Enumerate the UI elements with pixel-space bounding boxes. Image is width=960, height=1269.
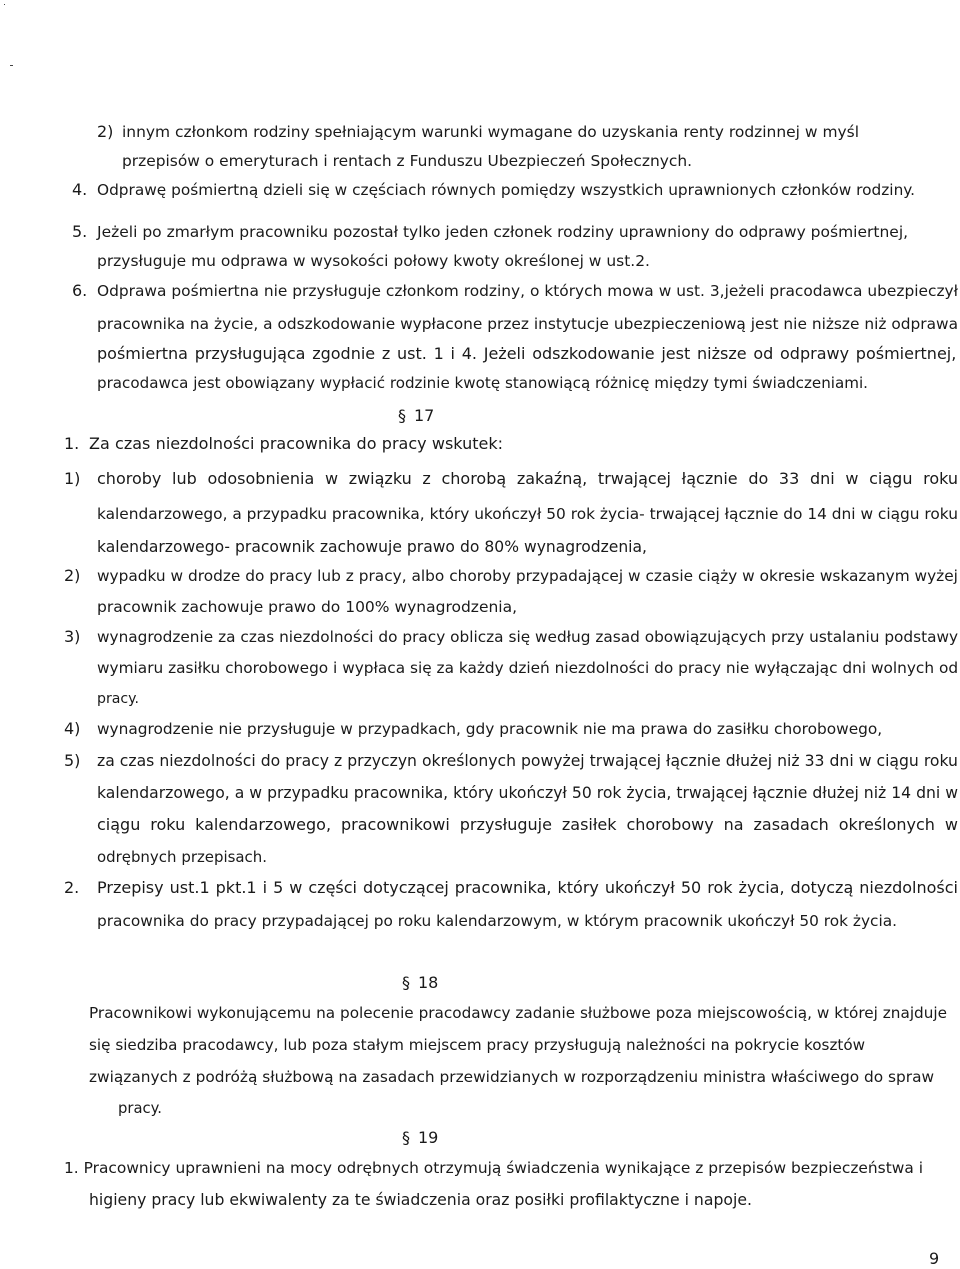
item-text-line: pracy.	[97, 691, 139, 707]
item-text-line: pracownik zachowuje prawo do 100% wynagrodzenia,	[97, 598, 518, 616]
item-text-line: wynagrodzenie nie przysługuje w przypadkach, gdy pracownik nie ma prawa do zasiłku chorobowego,	[97, 720, 883, 738]
paragraph-number: 4.	[72, 180, 88, 199]
paragraph-text-line: Odprawa pośmiertna nie przysługuje członkom rodziny, o których mowa w ust. 3,jeżeli pracodawca ubezpieczył	[97, 282, 959, 300]
item-text-line: za czas niezdolności do pracy z przyczyn określonych powyżej trwającej łącznie dłużej niż 33 dni w ciągu roku	[97, 751, 958, 770]
item-text-line: ciągu roku kalendarzowego, pracownikowi przysługuje zasiłek chorobowy na zasadach określonych w	[97, 815, 958, 834]
paragraph-text-line: związanych z podróżą służbową na zasadach przewidzianych w rozporządzeniu ministra właściwego do spraw	[89, 1068, 935, 1086]
page-number: 9	[929, 1249, 940, 1268]
paragraph-number: 2.	[64, 878, 80, 897]
paragraph-text-line: Jeżeli po zmarłym pracowniku pozostał tylko jeden członek rodziny uprawniony do odprawy pośmiertnej,	[97, 223, 909, 241]
item-text-line: kalendarzowego, a w przypadku pracownika, który ukończył 50 rok życia, trwającej łącznie dłużej niż 14 dni w	[97, 783, 959, 802]
paragraph-text-line: Pracownikowi wykonującemu na polecenie pracodawcy zadanie służbowe poza miejscowością, w której znajduje	[89, 1004, 948, 1022]
paragraph-text-line: pracownika na życie, a odszkodowanie wypłacone przez instytucje ubezpieczeniową jest nie niższe niż odprawa	[97, 315, 959, 333]
item-text-line: kalendarzowego, a przypadku pracownika, który ukończył 50 rok życia- trwającej łącznie do 14 dni w ciągu roku	[97, 505, 958, 523]
paragraph-text-line: pracy.	[118, 1100, 162, 1117]
paragraph-number: 1.	[64, 434, 80, 453]
item-text-line: odrębnych przepisach.	[97, 848, 267, 866]
scan-speck	[10, 65, 13, 66]
section-number: 19	[418, 1128, 439, 1147]
paragraph-text-line: higieny pracy lub ekwiwalenty za te świadczenia oraz posiłki profilaktyczne i napoje.	[89, 1190, 752, 1209]
paragraph-text-line: Odprawę pośmiertną dzieli się w częściach równych pomiędzy wszystkich uprawnionych członków rodziny.	[97, 181, 916, 199]
item-number: 5)	[64, 751, 81, 770]
item-text-line: wymiaru zasiłku chorobowego i wypłaca się za każdy dzień niezdolności do pracy nie wyłączając dni wolnych od	[97, 659, 959, 677]
paragraph-text-line: 1. Pracownicy uprawnieni na mocy odrębnych otrzymują świadczenia wynikające z przepisów bezpieczeństwa i	[64, 1159, 923, 1177]
paragraph-text-line: pracodawca jest obowiązany wypłacić rodzinie kwotę stanowiącą różnicę między tymi świadczeniami.	[97, 374, 868, 392]
paragraph-text-line: się siedziba pracodawcy, lub poza stałym miejscem pracy przysługują należności na pokrycie kosztów	[89, 1036, 866, 1054]
item-number: 1)	[64, 469, 81, 488]
paragraph-text-line: pracownika do pracy przypadającej po roku kalendarzowym, w którym pracownik ukończył 50 rok życia.	[97, 912, 898, 930]
paragraph-text-line: pośmiertna przysługująca zgodnie z ust. 1 i 4. Jeżeli odszkodowanie jest niższe od odprawy pośmiertnej,	[97, 344, 957, 363]
paragraph-number: 5.	[72, 222, 88, 241]
item-text-line: wynagrodzenie za czas niezdolności do pracy oblicza się według zasad obowiązujących przy ustalaniu podstawy	[97, 628, 959, 646]
section-sign: §	[402, 1128, 410, 1147]
section-sign: §	[398, 406, 406, 425]
item-text-line: kalendarzowego- pracownik zachowuje prawo do 80% wynagrodzenia,	[97, 538, 647, 556]
paragraph-text-line: przysługuje mu odprawa w wysokości połowy kwoty określonej w ust.2.	[97, 252, 650, 270]
item-number: 4)	[64, 719, 81, 738]
section-number: 17	[414, 406, 435, 425]
paragraph-number: 6.	[72, 281, 88, 300]
paragraph-text-line: Za czas niezdolności pracownika do pracy wskutek:	[89, 434, 503, 453]
item-number: 2)	[97, 122, 114, 141]
scan-speck	[4, 4, 5, 5]
item-text-line: wypadku w drodze do pracy lub z pracy, albo choroby przypadającej w czasie ciąży w okresie wskazanym wyżej	[97, 567, 958, 585]
item-text-line: choroby lub odosobnienia w związku z chorobą zakaźną, trwającej łącznie do 33 dni w ciągu roku	[97, 469, 959, 488]
item-text-line: przepisów o emeryturach i rentach z Funduszu Ubezpieczeń Społecznych.	[122, 152, 693, 170]
item-number: 3)	[64, 627, 81, 646]
item-number: 2)	[64, 566, 81, 585]
paragraph-text-line: Przepisy ust.1 pkt.1 i 5 w części dotyczącej pracownika, który ukończył 50 rok życia, dotyczą niezdolności	[97, 878, 958, 897]
section-sign: §	[402, 973, 410, 992]
section-number: 18	[418, 973, 439, 992]
item-text-line: innym członkom rodziny spełniającym warunki wymagane do uzyskania renty rodzinnej w myśl	[122, 123, 860, 141]
